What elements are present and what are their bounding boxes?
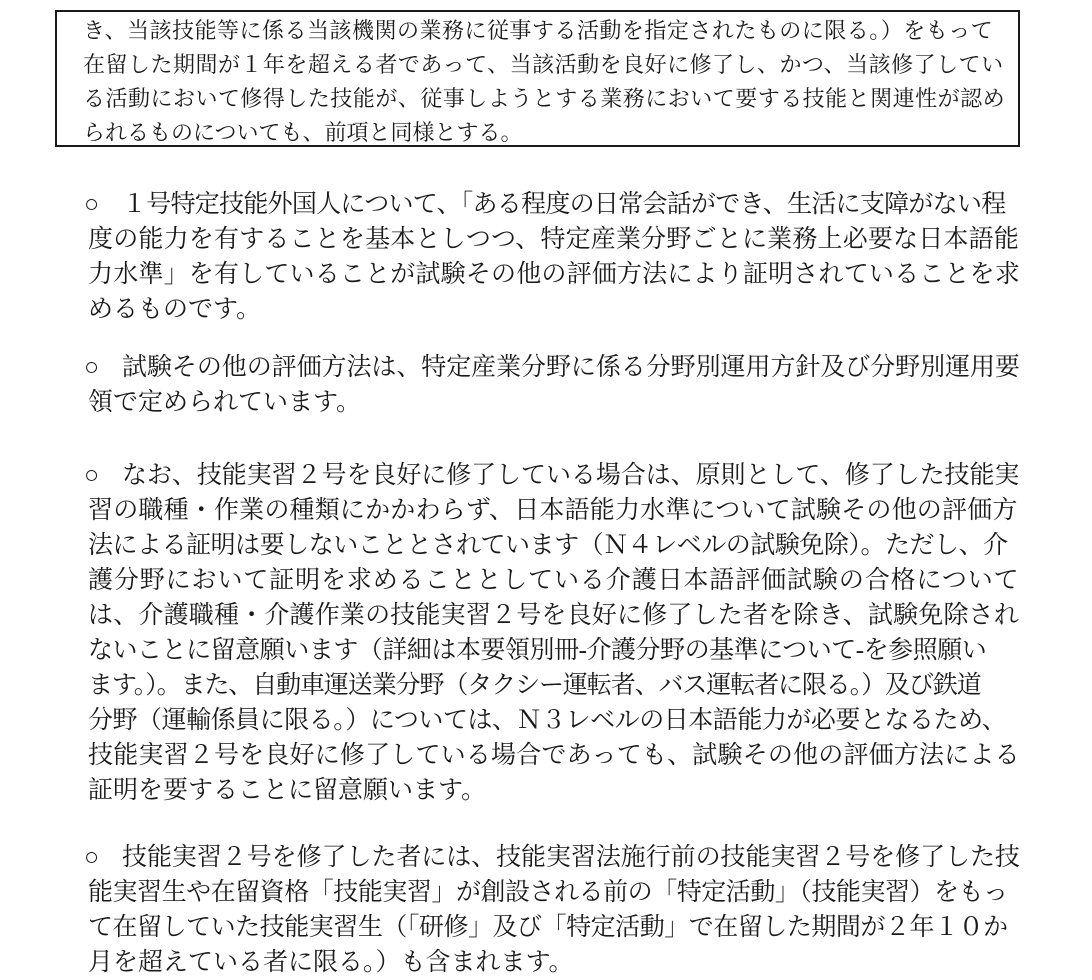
bullet-marker: ○ bbox=[84, 844, 100, 871]
text-line: めるものです。 bbox=[88, 296, 262, 323]
paragraph-lines bbox=[88, 187, 1020, 327]
text-line: 習の職種・作業の種類にかかわらず、日本語能力水準について試験その他の評価方 bbox=[88, 497, 1018, 524]
bullet-marker: ○ bbox=[84, 462, 100, 489]
text-line: ます。）。また、自動車運送業分野（タクシー運転者、バス運転者に限る。）及び鉄道 bbox=[88, 672, 981, 699]
continuation-box bbox=[55, 10, 1020, 147]
text-line: 能実習生や在留資格「技能実習」が創設される前の「特定活動」（技能実習）をもっ bbox=[88, 879, 1008, 906]
paragraph-lines bbox=[88, 840, 1020, 980]
bullet-paragraph bbox=[84, 187, 1021, 327]
text-line: 度の能力を有することを基本としつつ、特定産業分野ごとに業務上必要な日本語能 bbox=[88, 226, 1020, 253]
text-line: 領で定められています。 bbox=[88, 389, 362, 416]
text-line: 力水準」を有していることが試験その他の評価方法により証明されていることを求 bbox=[88, 261, 1021, 288]
text-line: 法による証明は要しないこととされています（Ｎ４レベルの試験免除）。ただし、介 bbox=[88, 532, 1008, 559]
text-line: なお、技能実習２号を良好に修了している場合は、原則として、修了した技能実 bbox=[122, 462, 1020, 489]
text-line: られるものについても、前項と同様とする。 bbox=[83, 120, 523, 145]
bullet-marker: ○ bbox=[84, 354, 100, 381]
text-line: 証明を要することに留意願います。 bbox=[88, 777, 487, 804]
bullet-paragraph bbox=[84, 350, 1020, 420]
paragraph-lines bbox=[88, 350, 1020, 420]
text-line: は、介護職種・介護作業の技能実習２号を良好に修了した者を除き、試験免除され bbox=[88, 602, 1020, 629]
text-line: ないことに留意願います（詳細は本要領別冊-介護分野の基準について-を参照願い bbox=[88, 637, 987, 664]
bullet-paragraph bbox=[84, 458, 1020, 808]
text-line: 試験その他の評価方法は、特定産業分野に係る分野別運用方針及び分野別運用要 bbox=[122, 354, 1020, 381]
text-line: 在留した期間が１年を超える者であって、当該活動を良好に修了し、かつ、当該修了してい bbox=[83, 52, 1004, 77]
bullet-marker: ○ bbox=[84, 191, 100, 218]
text-line: 分野（運輸係員に限る。）については、Ｎ３レベルの日本語能力が必要となるため、 bbox=[88, 707, 1007, 734]
text-line: 技能実習２号を良好に修了している場合であっても、試験その他の評価方法による bbox=[88, 742, 1020, 769]
bullet-paragraph bbox=[84, 840, 1020, 980]
text-line: 護分野において証明を求めることとしている介護日本語評価試験の合格について bbox=[88, 567, 1020, 594]
text-line: る活動において修得した技能が、従事しようとする業務において要する技能と関連性が認め bbox=[83, 86, 1006, 111]
text-line: て在留していた技能実習生（「研修」及び「特定活動」で在留した期間が２年１０か bbox=[88, 914, 1008, 941]
text-line: き、当該技能等に係る当該機関の業務に従事する活動を指定されたものに限る。）をもって bbox=[83, 18, 994, 43]
text-line: 月を超えている者に限る。）も含まれます。 bbox=[88, 949, 574, 976]
continuation-box-lines bbox=[83, 14, 1005, 150]
text-line: 技能実習２号を修了した者には、技能実習法施行前の技能実習２号を修了した技 bbox=[122, 844, 1020, 871]
paragraph-lines bbox=[88, 458, 1020, 808]
text-line: １号特定技能外国人について、「ある程度の日常会話ができ、生活に支障がない程 bbox=[122, 191, 1006, 218]
